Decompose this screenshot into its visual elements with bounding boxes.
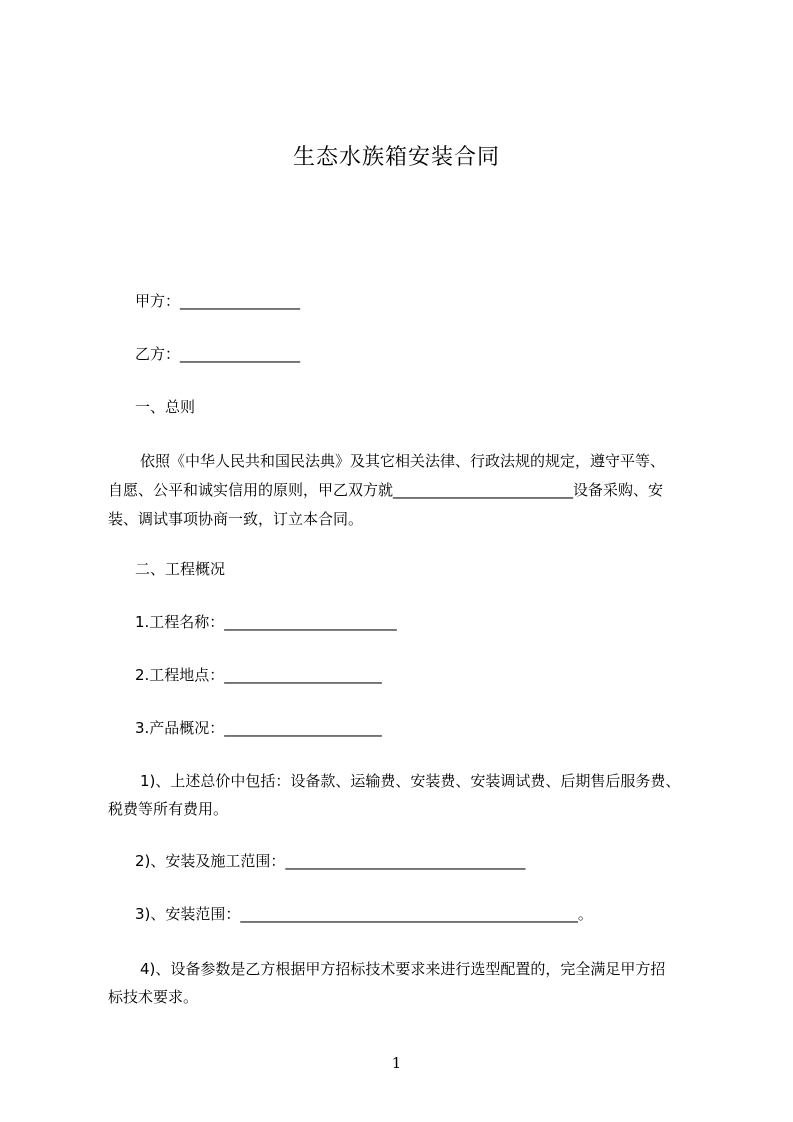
paragraph-line: 装、调试事项协商一致，订立本合同。 [108,510,364,528]
paragraph-line: 标技术要求。 [108,988,199,1006]
project-name-line: 1.工程名称：_______________________ [135,613,397,631]
paragraph-line: 依照《中华人民共和国民法典》及其它相关法律、行政法规的规定，遵守平等、 [140,452,666,470]
project-location-line: 2.工程地点：_____________________ [135,666,382,684]
construction-scope-line: 2)、安装及施工范围：________________________________ [135,852,526,870]
product-overview-line: 3.产品概况：_____________________ [135,719,382,737]
party-a-line: 甲方：________________ [135,292,301,310]
document-title: 生态水族箱安装合同 [292,145,500,170]
party-b-line: 乙方：________________ [135,345,301,363]
installation-scope-line: 3)、安装范围：_____________________________________________。 [135,905,593,923]
paragraph-line: 税费等所有费用。 [108,800,229,818]
section-heading-general: 一、总则 [135,398,196,416]
page-number: 1 [391,1054,402,1072]
paragraph-line: 1)、上述总价中包括：设备款、运输费、安装费、安装调试费、后期售后服务费、 [140,772,681,790]
paragraph-line: 自愿、公平和诚实信用的原则，甲乙双方就________________________设备采购、安 [108,481,664,499]
paragraph-line: 4)、设备参数是乙方根据甲方招标技术要求来进行选型配置的，完全满足甲方招 [140,960,666,978]
section-heading-overview: 二、工程概况 [135,560,226,578]
